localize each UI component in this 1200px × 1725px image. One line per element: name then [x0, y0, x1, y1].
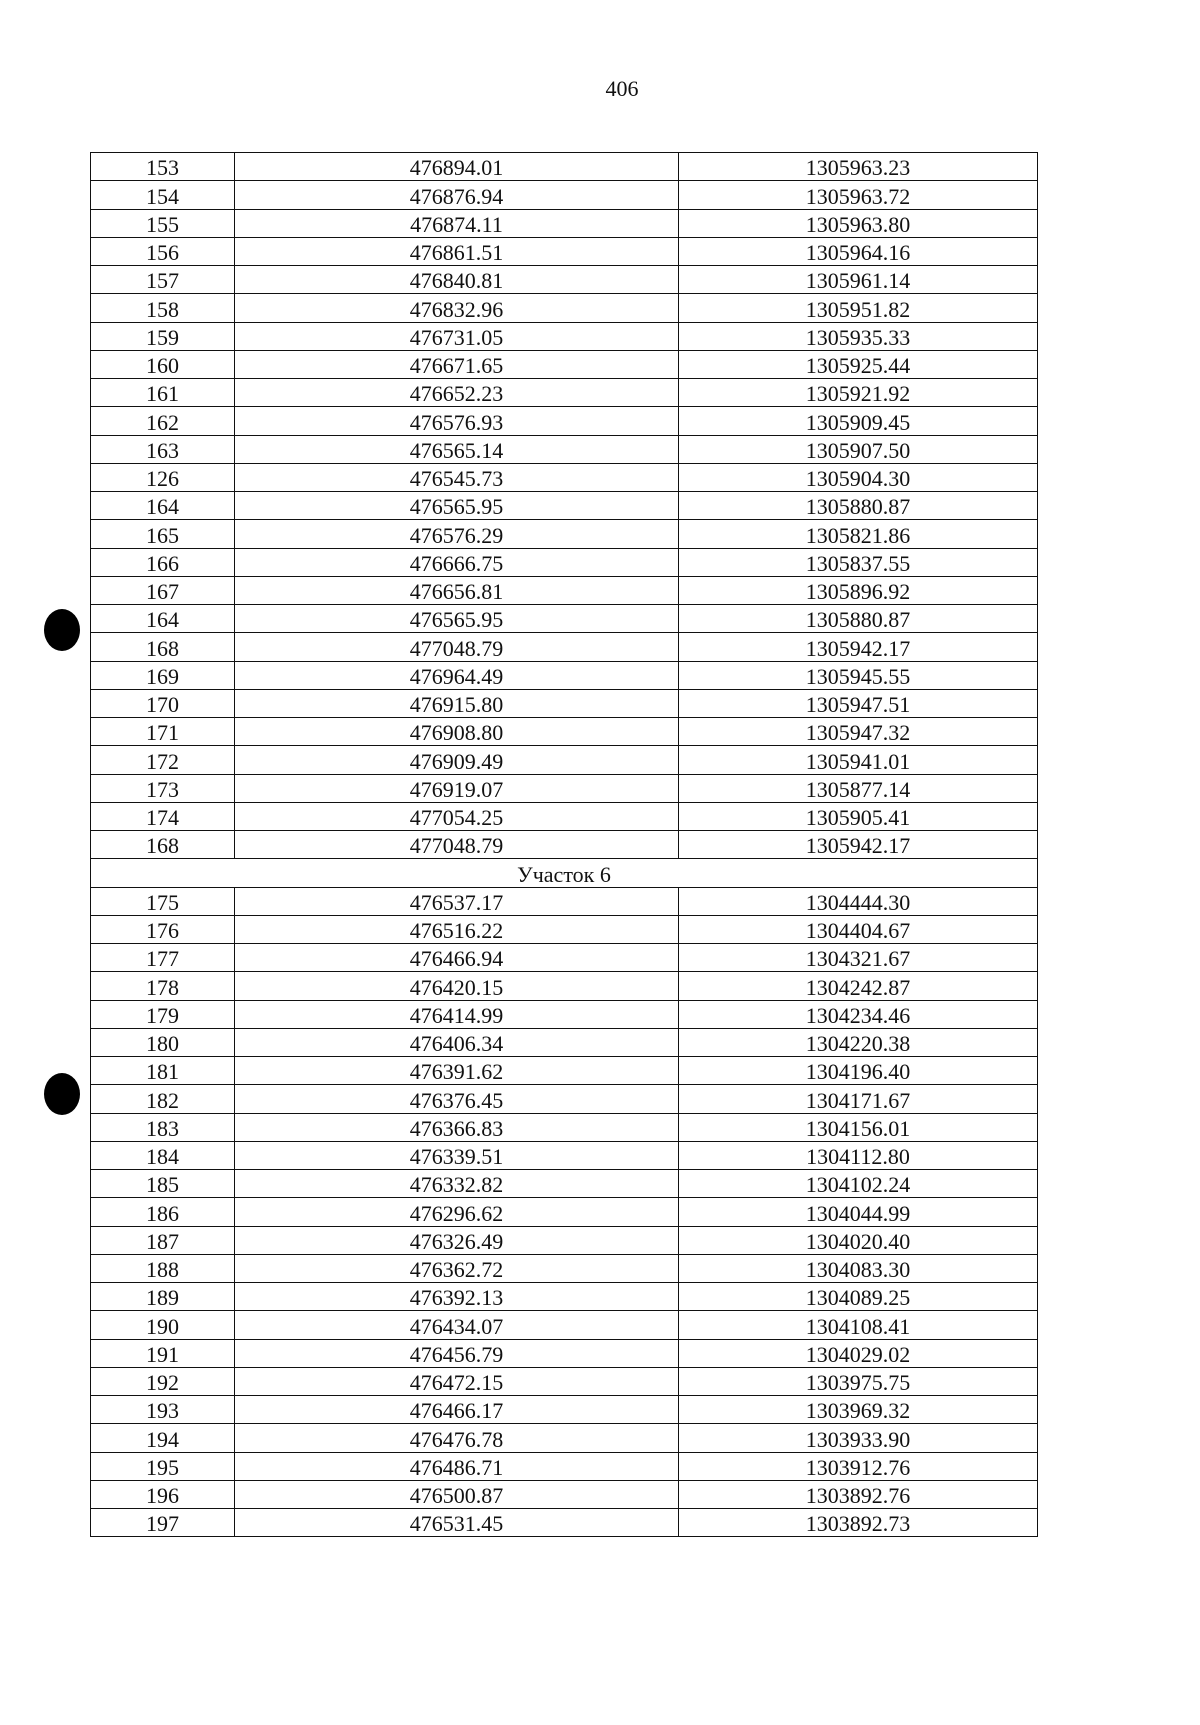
x-coordinate-cell: 476472.15	[235, 1367, 679, 1395]
table-row	[91, 1480, 1038, 1508]
x-coordinate-cell: 476874.11	[235, 209, 679, 237]
point-number-cell: 163	[91, 435, 235, 463]
table-row	[91, 1141, 1038, 1169]
point-number-cell: 195	[91, 1452, 235, 1480]
y-coordinate-cell: 1305837.55	[679, 548, 1038, 576]
table-row	[91, 718, 1038, 746]
point-number-cell: 182	[91, 1085, 235, 1113]
point-number-cell: 126	[91, 463, 235, 491]
point-number-cell: 164	[91, 605, 235, 633]
table-row	[91, 1509, 1038, 1537]
coordinates-table-container	[90, 152, 1038, 1537]
table-row	[91, 831, 1038, 859]
table-row	[91, 1339, 1038, 1367]
point-number-cell: 181	[91, 1057, 235, 1085]
x-coordinate-cell: 476840.81	[235, 266, 679, 294]
x-coordinate-cell: 476476.78	[235, 1424, 679, 1452]
table-row	[91, 1283, 1038, 1311]
y-coordinate-cell: 1305963.72	[679, 181, 1038, 209]
x-coordinate-cell: 476652.23	[235, 379, 679, 407]
point-number-cell: 197	[91, 1509, 235, 1537]
y-coordinate-cell: 1305945.55	[679, 661, 1038, 689]
table-row	[91, 1085, 1038, 1113]
table-row	[91, 972, 1038, 1000]
y-coordinate-cell: 1305909.45	[679, 407, 1038, 435]
table-row	[91, 1226, 1038, 1254]
page-number: 406	[605, 76, 639, 101]
table-row	[91, 379, 1038, 407]
y-coordinate-cell: 1303969.32	[679, 1396, 1038, 1424]
x-coordinate-cell: 476362.72	[235, 1254, 679, 1282]
x-coordinate-cell: 476391.62	[235, 1057, 679, 1085]
y-coordinate-cell: 1304156.01	[679, 1113, 1038, 1141]
y-coordinate-cell: 1305905.41	[679, 802, 1038, 830]
y-coordinate-cell: 1303933.90	[679, 1424, 1038, 1452]
coordinates-table	[90, 152, 1038, 1537]
y-coordinate-cell: 1303892.73	[679, 1509, 1038, 1537]
table-row	[91, 1311, 1038, 1339]
y-coordinate-cell: 1305941.01	[679, 746, 1038, 774]
point-number-cell: 165	[91, 520, 235, 548]
table-row	[91, 1170, 1038, 1198]
point-number-cell: 166	[91, 548, 235, 576]
x-coordinate-cell: 476466.94	[235, 944, 679, 972]
point-number-cell: 184	[91, 1141, 235, 1169]
point-number-cell: 177	[91, 944, 235, 972]
y-coordinate-cell: 1304029.02	[679, 1339, 1038, 1367]
section-header-body	[91, 859, 1038, 887]
y-coordinate-cell: 1305880.87	[679, 605, 1038, 633]
x-coordinate-cell: 477048.79	[235, 831, 679, 859]
y-coordinate-cell: 1305942.17	[679, 831, 1038, 859]
x-coordinate-cell: 476876.94	[235, 181, 679, 209]
y-coordinate-cell: 1305942.17	[679, 633, 1038, 661]
table-body-after-section	[91, 887, 1038, 1537]
y-coordinate-cell: 1304044.99	[679, 1198, 1038, 1226]
point-number-cell: 168	[91, 831, 235, 859]
x-coordinate-cell: 476392.13	[235, 1283, 679, 1311]
y-coordinate-cell: 1304234.46	[679, 1000, 1038, 1028]
section-row	[91, 859, 1038, 887]
section-title: Участок 6	[91, 859, 1038, 887]
x-coordinate-cell: 476466.17	[235, 1396, 679, 1424]
table-row	[91, 802, 1038, 830]
point-number-cell: 190	[91, 1311, 235, 1339]
table-row	[91, 1113, 1038, 1141]
table-row	[91, 887, 1038, 915]
x-coordinate-cell: 476376.45	[235, 1085, 679, 1113]
x-coordinate-cell: 476339.51	[235, 1141, 679, 1169]
y-coordinate-cell: 1304220.38	[679, 1028, 1038, 1056]
table-row	[91, 774, 1038, 802]
table-row	[91, 237, 1038, 265]
table-row	[91, 153, 1038, 181]
table-row	[91, 520, 1038, 548]
x-coordinate-cell: 476545.73	[235, 463, 679, 491]
point-number-cell: 157	[91, 266, 235, 294]
x-coordinate-cell: 476332.82	[235, 1170, 679, 1198]
y-coordinate-cell: 1304102.24	[679, 1170, 1038, 1198]
point-number-cell: 156	[91, 237, 235, 265]
x-coordinate-cell: 476576.93	[235, 407, 679, 435]
point-number-cell: 179	[91, 1000, 235, 1028]
y-coordinate-cell: 1304089.25	[679, 1283, 1038, 1311]
x-coordinate-cell: 476406.34	[235, 1028, 679, 1056]
y-coordinate-cell: 1304404.67	[679, 915, 1038, 943]
table-row	[91, 322, 1038, 350]
x-coordinate-cell: 476861.51	[235, 237, 679, 265]
y-coordinate-cell: 1303892.76	[679, 1480, 1038, 1508]
y-coordinate-cell: 1305947.51	[679, 689, 1038, 717]
point-number-cell: 180	[91, 1028, 235, 1056]
point-number-cell: 194	[91, 1424, 235, 1452]
point-number-cell: 161	[91, 379, 235, 407]
x-coordinate-cell: 476565.95	[235, 492, 679, 520]
point-number-cell: 158	[91, 294, 235, 322]
table-row	[91, 350, 1038, 378]
table-body-before-section	[91, 153, 1038, 859]
y-coordinate-cell: 1305921.92	[679, 379, 1038, 407]
x-coordinate-cell: 476919.07	[235, 774, 679, 802]
x-coordinate-cell: 476456.79	[235, 1339, 679, 1367]
point-number-cell: 193	[91, 1396, 235, 1424]
y-coordinate-cell: 1303912.76	[679, 1452, 1038, 1480]
y-coordinate-cell: 1303975.75	[679, 1367, 1038, 1395]
table-row	[91, 605, 1038, 633]
table-row	[91, 1000, 1038, 1028]
x-coordinate-cell: 476565.95	[235, 605, 679, 633]
x-coordinate-cell: 476486.71	[235, 1452, 679, 1480]
x-coordinate-cell: 476434.07	[235, 1311, 679, 1339]
x-coordinate-cell: 476296.62	[235, 1198, 679, 1226]
punch-hole-mark	[44, 1073, 80, 1115]
point-number-cell: 162	[91, 407, 235, 435]
table-row	[91, 1424, 1038, 1452]
point-number-cell: 185	[91, 1170, 235, 1198]
table-row	[91, 1254, 1038, 1282]
y-coordinate-cell: 1305877.14	[679, 774, 1038, 802]
table-row	[91, 1367, 1038, 1395]
x-coordinate-cell: 476964.49	[235, 661, 679, 689]
table-row	[91, 294, 1038, 322]
point-number-cell: 174	[91, 802, 235, 830]
x-coordinate-cell: 476731.05	[235, 322, 679, 350]
y-coordinate-cell: 1305821.86	[679, 520, 1038, 548]
x-coordinate-cell: 477054.25	[235, 802, 679, 830]
point-number-cell: 191	[91, 1339, 235, 1367]
table-row	[91, 1028, 1038, 1056]
y-coordinate-cell: 1304444.30	[679, 887, 1038, 915]
y-coordinate-cell: 1304112.80	[679, 1141, 1038, 1169]
x-coordinate-cell: 476537.17	[235, 887, 679, 915]
y-coordinate-cell: 1304083.30	[679, 1254, 1038, 1282]
x-coordinate-cell: 476576.29	[235, 520, 679, 548]
x-coordinate-cell: 476565.14	[235, 435, 679, 463]
point-number-cell: 154	[91, 181, 235, 209]
y-coordinate-cell: 1305964.16	[679, 237, 1038, 265]
y-coordinate-cell: 1305907.50	[679, 435, 1038, 463]
y-coordinate-cell: 1305935.33	[679, 322, 1038, 350]
table-row	[91, 661, 1038, 689]
table-row	[91, 689, 1038, 717]
point-number-cell: 168	[91, 633, 235, 661]
y-coordinate-cell: 1304321.67	[679, 944, 1038, 972]
x-coordinate-cell: 476908.80	[235, 718, 679, 746]
y-coordinate-cell: 1305880.87	[679, 492, 1038, 520]
point-number-cell: 183	[91, 1113, 235, 1141]
punch-hole-mark	[44, 609, 80, 651]
y-coordinate-cell: 1304242.87	[679, 972, 1038, 1000]
table-row	[91, 1057, 1038, 1085]
table-row	[91, 746, 1038, 774]
table-row	[91, 633, 1038, 661]
point-number-cell: 187	[91, 1226, 235, 1254]
point-number-cell: 178	[91, 972, 235, 1000]
x-coordinate-cell: 476414.99	[235, 1000, 679, 1028]
point-number-cell: 196	[91, 1480, 235, 1508]
y-coordinate-cell: 1305896.92	[679, 576, 1038, 604]
point-number-cell: 188	[91, 1254, 235, 1282]
table-row	[91, 915, 1038, 943]
point-number-cell: 159	[91, 322, 235, 350]
point-number-cell: 155	[91, 209, 235, 237]
table-row	[91, 181, 1038, 209]
point-number-cell: 175	[91, 887, 235, 915]
point-number-cell: 192	[91, 1367, 235, 1395]
x-coordinate-cell: 476909.49	[235, 746, 679, 774]
y-coordinate-cell: 1305904.30	[679, 463, 1038, 491]
x-coordinate-cell: 476656.81	[235, 576, 679, 604]
y-coordinate-cell: 1305961.14	[679, 266, 1038, 294]
x-coordinate-cell: 476420.15	[235, 972, 679, 1000]
table-row	[91, 435, 1038, 463]
point-number-cell: 171	[91, 718, 235, 746]
y-coordinate-cell: 1305951.82	[679, 294, 1038, 322]
table-row	[91, 209, 1038, 237]
y-coordinate-cell: 1305963.23	[679, 153, 1038, 181]
x-coordinate-cell: 476894.01	[235, 153, 679, 181]
point-number-cell: 176	[91, 915, 235, 943]
point-number-cell: 170	[91, 689, 235, 717]
x-coordinate-cell: 477048.79	[235, 633, 679, 661]
point-number-cell: 169	[91, 661, 235, 689]
x-coordinate-cell: 476666.75	[235, 548, 679, 576]
point-number-cell: 173	[91, 774, 235, 802]
table-row	[91, 407, 1038, 435]
x-coordinate-cell: 476531.45	[235, 1509, 679, 1537]
point-number-cell: 160	[91, 350, 235, 378]
y-coordinate-cell: 1305925.44	[679, 350, 1038, 378]
x-coordinate-cell: 476326.49	[235, 1226, 679, 1254]
table-row	[91, 463, 1038, 491]
y-coordinate-cell: 1304020.40	[679, 1226, 1038, 1254]
table-row	[91, 266, 1038, 294]
table-row	[91, 576, 1038, 604]
x-coordinate-cell: 476516.22	[235, 915, 679, 943]
point-number-cell: 172	[91, 746, 235, 774]
x-coordinate-cell: 476832.96	[235, 294, 679, 322]
point-number-cell: 167	[91, 576, 235, 604]
point-number-cell: 164	[91, 492, 235, 520]
x-coordinate-cell: 476671.65	[235, 350, 679, 378]
y-coordinate-cell: 1304171.67	[679, 1085, 1038, 1113]
x-coordinate-cell: 476366.83	[235, 1113, 679, 1141]
table-row	[91, 1198, 1038, 1226]
table-row	[91, 548, 1038, 576]
y-coordinate-cell: 1305947.32	[679, 718, 1038, 746]
table-row	[91, 1396, 1038, 1424]
table-row	[91, 492, 1038, 520]
y-coordinate-cell: 1304196.40	[679, 1057, 1038, 1085]
table-row	[91, 944, 1038, 972]
y-coordinate-cell: 1304108.41	[679, 1311, 1038, 1339]
point-number-cell: 186	[91, 1198, 235, 1226]
x-coordinate-cell: 476500.87	[235, 1480, 679, 1508]
y-coordinate-cell: 1305963.80	[679, 209, 1038, 237]
x-coordinate-cell: 476915.80	[235, 689, 679, 717]
table-row	[91, 1452, 1038, 1480]
point-number-cell: 153	[91, 153, 235, 181]
point-number-cell: 189	[91, 1283, 235, 1311]
